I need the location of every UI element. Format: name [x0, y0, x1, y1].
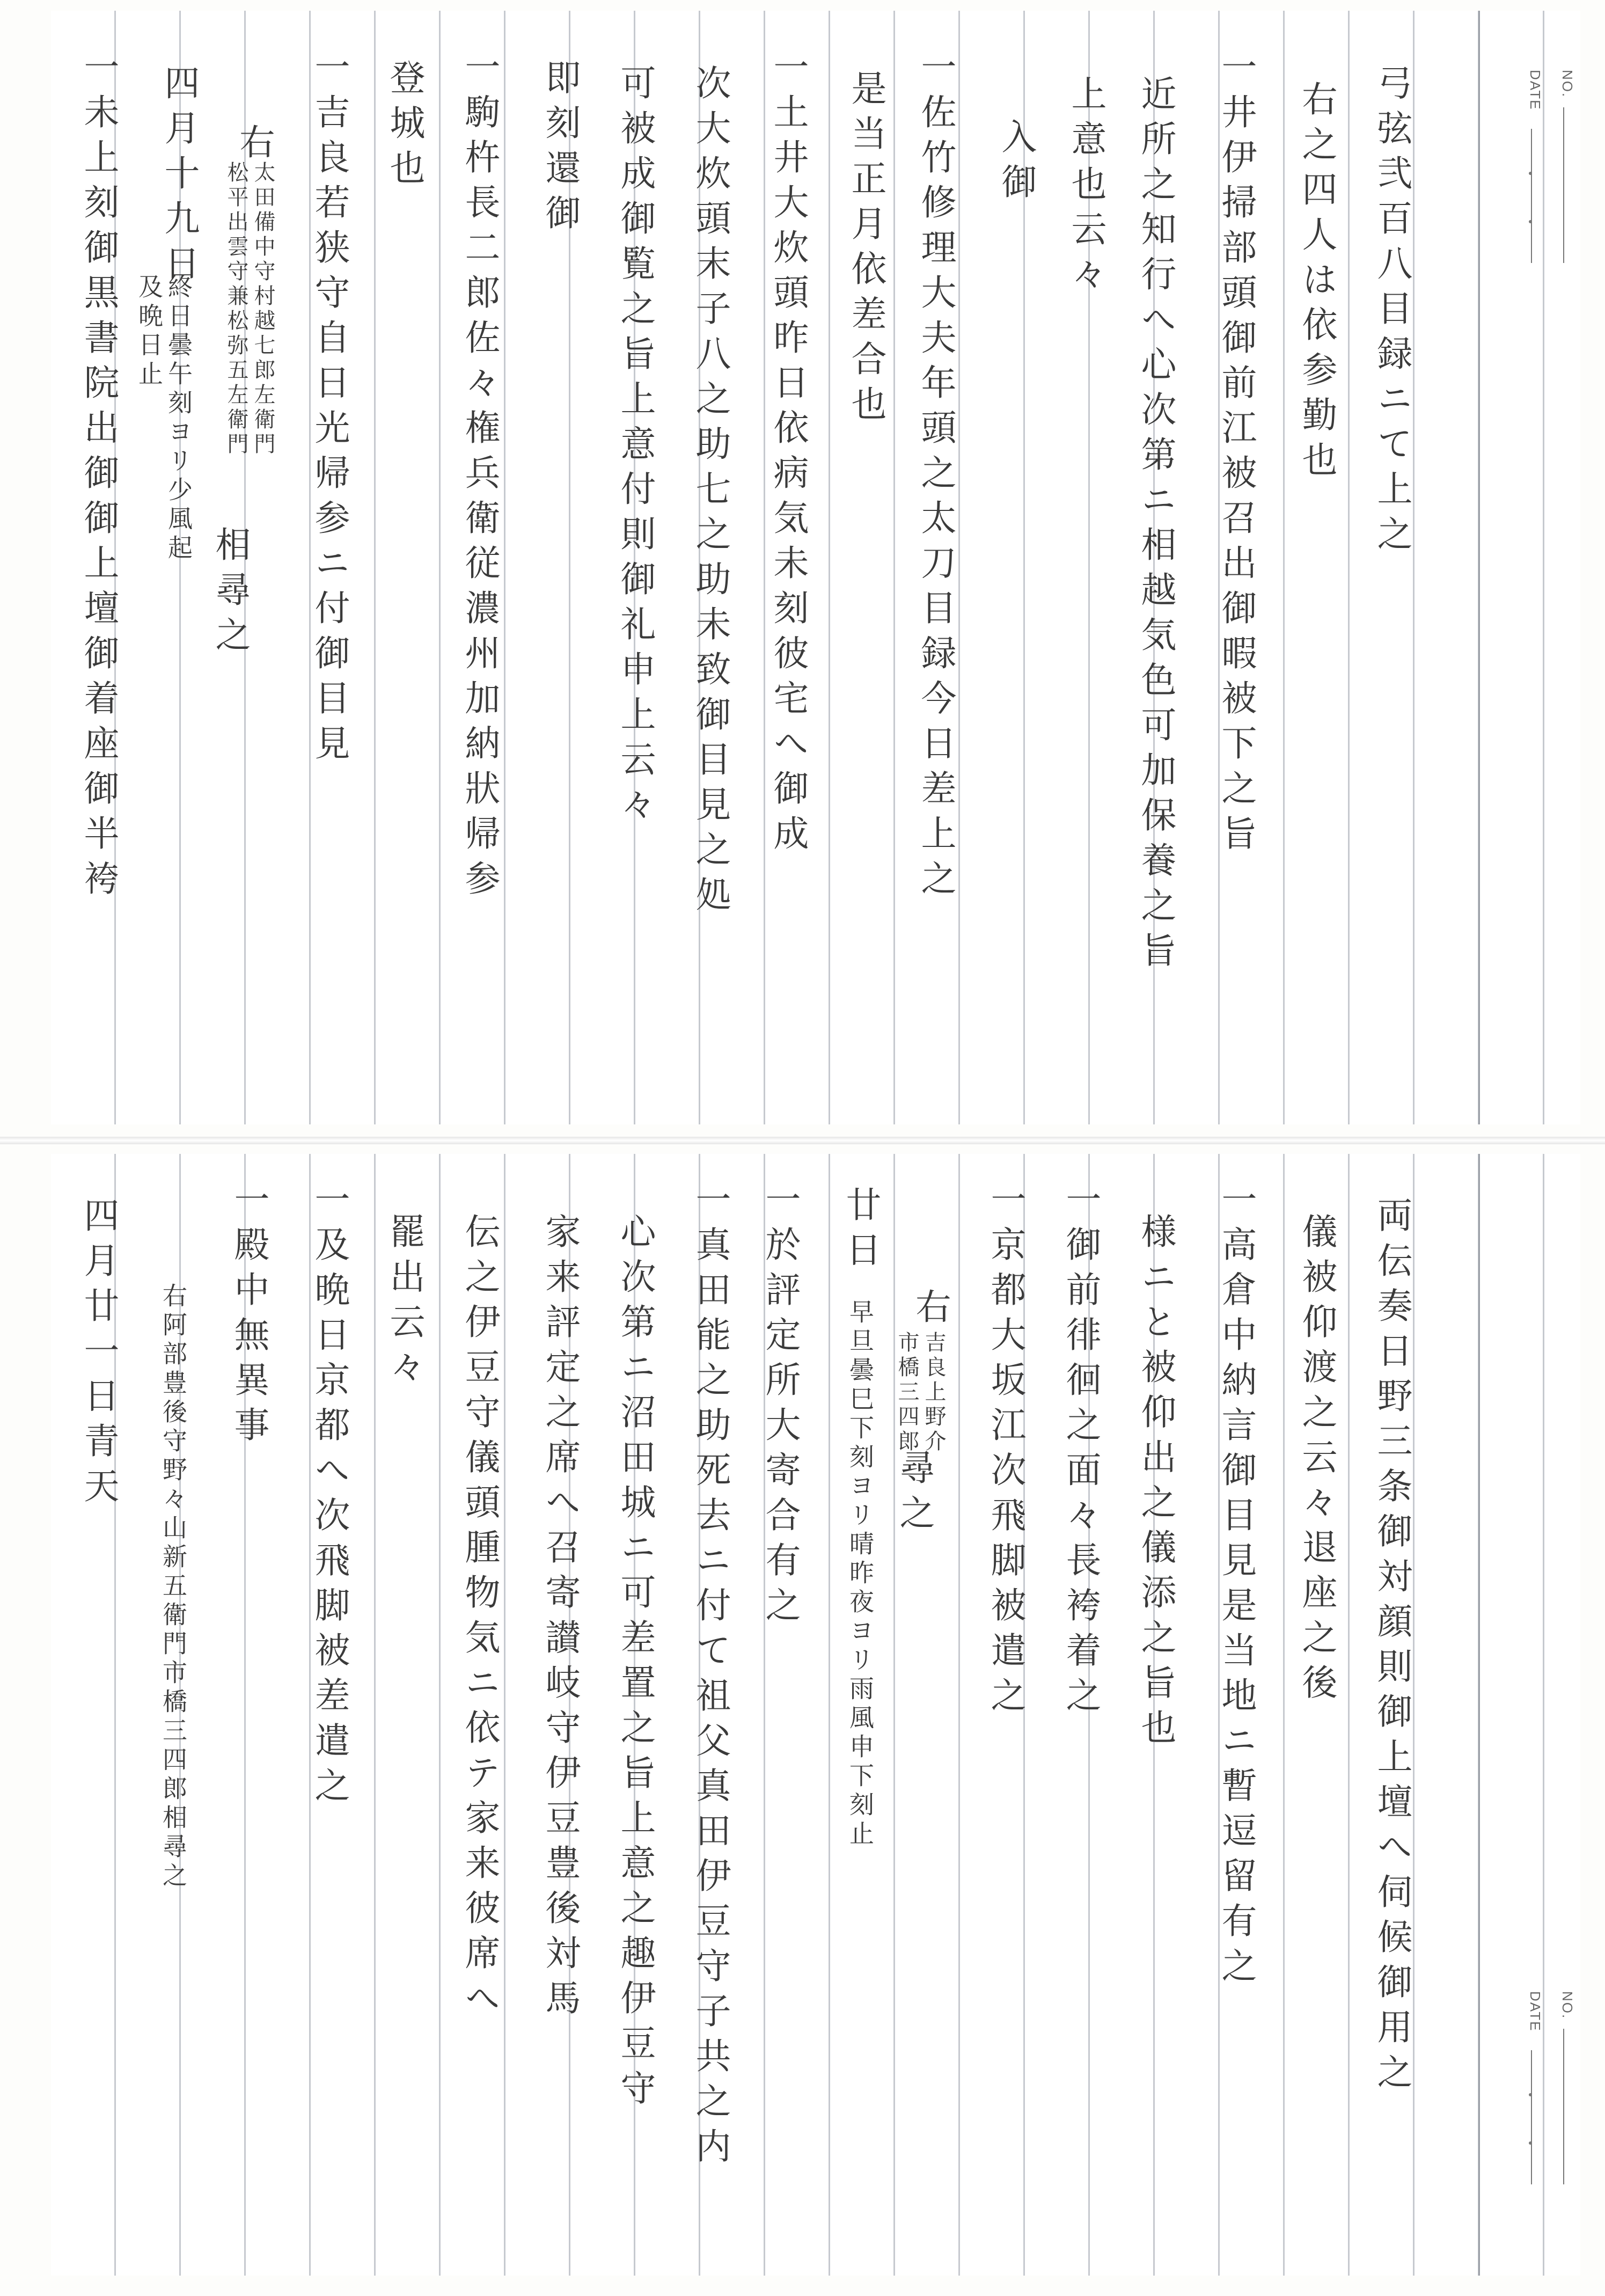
top-page-column: 相尋之	[209, 526, 251, 661]
top-page-column: 弓弦弐百八目録ニて上之	[1371, 64, 1412, 560]
bottom-page-column: 儀被仰渡之云々退座之後	[1296, 1213, 1337, 1709]
date-dot	[1529, 2141, 1532, 2145]
bottom-page-column: 罷出云々	[384, 1213, 425, 1393]
bottom-page-column: 吉良上野介	[921, 1331, 946, 1454]
top-page-column: 是当正月依差合也	[845, 70, 886, 430]
top-page-column: 右	[233, 123, 275, 169]
bottom-page-column: 様ニと被仰出之儀添之旨也	[1135, 1213, 1176, 1754]
top-page-column: 登城也	[384, 59, 425, 194]
no-label: NO.	[1559, 1991, 1575, 2020]
page-header	[1505, 70, 1586, 263]
top-page-column: 一土井大炊頭昨日依病気未刻彼宅へ御成	[767, 48, 809, 860]
bottom-page	[51, 1154, 1580, 2276]
top-page-column: 一佐竹修理大夫年頭之太刀目録今日差上之	[915, 48, 956, 905]
margin-rule	[1478, 1154, 1480, 2276]
bottom-page-column: 心次第ニ沼田城ニ可差置之旨上意之趣伊豆守	[614, 1213, 656, 2115]
bottom-page-column: 尋之	[893, 1449, 935, 1539]
top-page-column: 可被成御覧之旨上意付則御礼申上云々	[614, 64, 656, 831]
top-page-column: 一吉良若狭守自日光帰参ニ付御目見	[309, 48, 350, 770]
bottom-page-column: 両伝奏日野三条御対顔則御上壇へ伺候御用之	[1371, 1197, 1412, 2098]
top-page-column: 一井伊掃部頭御前江被召出御暇被下之旨	[1215, 48, 1257, 860]
page-header	[1505, 1991, 1586, 2184]
bottom-page-column: 右	[910, 1288, 951, 1333]
top-page-column: 一未上刻御黒書院出御御上壇御着座御半袴	[78, 48, 119, 905]
bottom-page-column: 一真田能之助死去ニ付て祖父真田伊豆守子共之内	[690, 1181, 731, 2173]
date-label: DATE	[1527, 70, 1543, 111]
bottom-page-column: 一京都大坂江次飛脚被遣之	[985, 1181, 1026, 1722]
date-dot	[1529, 2093, 1532, 2096]
top-page-column: 近所之知行へ心次第ニ相越気色可加保養之旨	[1135, 75, 1176, 977]
top-page-column: 松平出雲守兼松弥五左衛門	[224, 161, 248, 457]
bottom-page-column: 一高倉中納言御目見是当地ニ暫逗留有之	[1215, 1181, 1257, 1992]
top-page-column: 終日曇午刻ヨリ少風起	[164, 274, 193, 564]
bottom-page-column: 伝之伊豆守儀頭腫物気ニ依テ家来彼席へ	[459, 1213, 500, 2024]
top-page	[51, 11, 1580, 1124]
no-rule	[1563, 2029, 1564, 2184]
date-dot	[1529, 220, 1532, 223]
date-label: DATE	[1527, 1991, 1543, 2032]
bottom-page-column: 市橋三四郎	[895, 1331, 919, 1454]
no-label: NO.	[1559, 70, 1575, 98]
bottom-page-column: 早旦曇巳下刻ヨリ晴昨夜ヨリ雨風申下刻止	[846, 1299, 875, 1849]
bottom-page-column: 一於評定所大寄合有之	[759, 1181, 801, 1632]
date-rule	[1531, 129, 1532, 263]
bottom-page-column: 一御前徘徊之面々長袴着之	[1060, 1181, 1101, 1722]
date-rule	[1531, 2050, 1532, 2184]
top-page-column: 上意也云々	[1065, 75, 1106, 301]
margin-rule	[1478, 11, 1480, 1124]
top-page-column: 及晩日止	[135, 274, 164, 390]
bottom-page-column: 一及晩日京都へ次飛脚被差遣之	[309, 1181, 350, 1812]
bottom-page-column: 右阿部豊後守野々山新五衛門市橋三四郎相尋之	[159, 1283, 188, 1891]
top-page-column: 即刻還御	[539, 59, 581, 239]
top-page-column: 太田備中守村越七郎左衛門	[251, 161, 275, 457]
top-page-column: 四月十九日	[158, 64, 200, 290]
top-page-column: 入御	[995, 118, 1037, 208]
bottom-page-column: 一殿中無異事	[228, 1181, 269, 1451]
top-page-column: 一駒杵長二郎佐々権兵衛従濃州加納狀帰参	[459, 48, 500, 905]
top-page-column: 右之四人は依参勤也	[1296, 81, 1337, 486]
page-fold	[0, 1137, 1605, 1144]
bottom-page-column: 四月廿一日青天	[78, 1197, 119, 1512]
bottom-page-column: 廿日	[840, 1186, 881, 1276]
no-rule	[1563, 107, 1564, 263]
date-dot	[1529, 172, 1532, 175]
top-page-column: 次大炊頭末子八之助七之助未致御目見之処	[690, 64, 731, 921]
bottom-page-column: 家来評定之席へ召寄讃岐守伊豆豊後対馬	[539, 1213, 581, 2024]
